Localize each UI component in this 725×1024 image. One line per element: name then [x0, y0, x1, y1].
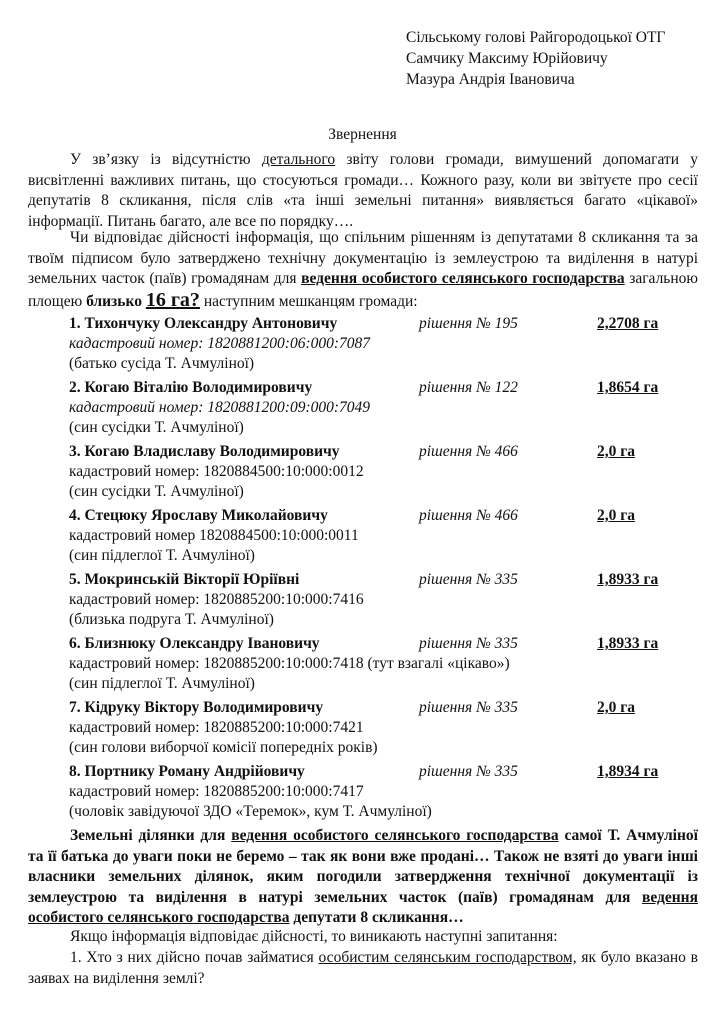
plot-area: 1,8933 га — [597, 635, 659, 652]
decision-number: рішення № 335 — [419, 571, 518, 588]
plot-area: 1,8654 га — [597, 379, 659, 396]
addressee-block — [406, 27, 665, 90]
list-item — [69, 442, 699, 506]
plot-area: 1,8933 га — [597, 571, 659, 588]
question-item: 1. Хто з них дійсно почав займатися особистим селянським господарством, як було вказано в заявах на виділення землі? — [28, 949, 698, 987]
relation-note: (син підлеглої Т. Ачмуліної) — [69, 675, 255, 692]
decision-number: рішення № 466 — [419, 507, 518, 524]
cadastre-number: кадастровий номер: 1820884500:10:000:0012 — [69, 463, 364, 480]
relation-note: (син підлеглої Т. Ачмуліної) — [69, 547, 255, 564]
recipient-name: 2. Когаю Віталію Володимировичу — [69, 379, 313, 396]
list-item — [69, 506, 699, 570]
cadastre-number: кадастровий номер: 1820881200:06:000:7087 — [69, 335, 371, 352]
list-item — [69, 634, 699, 698]
decision-number: рішення № 335 — [419, 763, 518, 780]
relation-note: (батько сусіда Т. Ачмуліної) — [69, 355, 255, 372]
decision-number: рішення № 466 — [419, 443, 518, 460]
decision-number: рішення № 122 — [419, 379, 518, 396]
cadastre-number: кадастровий номер: 1820885200:10:000:7416 — [69, 591, 364, 608]
addressee-line: Сільському голові Райгородоцької ОТГ — [406, 29, 666, 46]
list-item — [69, 314, 699, 378]
recipient-name: 4. Стецюку Ярославу Миколайовичу — [69, 507, 328, 524]
recipient-name: 3. Когаю Владиславу Володимировичу — [69, 443, 340, 460]
relation-note: (чоловік завідуючої ЗДО «Теремок», кум Т. Ачмуліної) — [69, 803, 432, 820]
recipients-list — [69, 314, 699, 826]
plot-area: 1,8934 га — [597, 763, 659, 780]
questions-intro: Якщо інформація відповідає дійсності, то виникають наступні запитання: — [70, 928, 558, 945]
bold-remark-paragraph: Земельні ділянки для ведення особистого селянського господарства самої Т. Ачмуліної та її батька до уваги поки не беремо – так як вони вже продані… Також не взяті до уваги інші власники земельних ділянок, яким погодили затвердження технічної документації із землеустрою та виділення в натурі земельних часток (паїв) громадянам для ведення особистого селянського господарства депутати 8 скликання… — [28, 827, 698, 926]
cadastre-number: кадастровий номер: 1820881200:09:000:7049 — [69, 399, 371, 416]
relation-note: (син голови виборчої комісії попередніх років) — [69, 739, 378, 756]
recipient-name: 5. Мокринській Вікторії Юріївні — [69, 571, 300, 588]
list-item — [69, 698, 699, 762]
addressee-line: Мазура Андрія Івановича — [406, 71, 575, 88]
recipient-name: 7. Кідруку Віктору Володимировичу — [69, 699, 324, 716]
cadastre-number: кадастровий номер: 1820885200:10:000:7418 (тут взагалі «цікаво») — [69, 655, 510, 672]
decision-number: рішення № 195 — [419, 315, 518, 332]
relation-note: (син сусідки Т. Ачмуліної) — [69, 483, 244, 500]
list-item — [69, 762, 699, 826]
recipient-name: 6. Близнюку Олександру Івановичу — [69, 635, 320, 652]
plot-area: 2,0 га — [597, 699, 636, 716]
list-item — [69, 570, 699, 634]
cadastre-number: кадастровий номер 1820884500:10:000:0011 — [69, 527, 359, 544]
plot-area: 2,0 га — [597, 443, 636, 460]
relation-note: (близька подруга Т. Ачмуліної) — [69, 611, 274, 628]
intro-paragraph: У зв’язку із відсутністю детального звіту голови громади, вимушений допомагати у висвітленні важливих питань, що стосуються громади… Кожного разу, коли ви звітуєте про сесії депутатів 8 скликання, після слів «та інші земельні питання» виявляється багато «цікавої» інформації. Питань багато, але все по порядку…. — [28, 151, 698, 230]
plot-area: 2,2708 га — [597, 315, 659, 332]
decision-number: рішення № 335 — [419, 635, 518, 652]
relation-note: (син сусідки Т. Ачмуліної) — [69, 419, 244, 436]
cadastre-number: кадастровий номер: 1820885200:10:000:7417 — [69, 783, 364, 800]
cadastre-number: кадастровий номер: 1820885200:10:000:7421 — [69, 719, 364, 736]
list-item — [69, 378, 699, 442]
plot-area: 2,0 га — [597, 507, 636, 524]
decision-number: рішення № 335 — [419, 699, 518, 716]
addressee-line: Самчику Максиму Юрійовичу — [406, 50, 608, 67]
document-title: Звернення — [328, 126, 397, 143]
recipient-name: 1. Тихончуку Олександру Антоновичу — [69, 315, 338, 332]
recipient-name: 8. Портнику Роману Андрійовичу — [69, 763, 305, 780]
question-paragraph: Чи відповідає дійсності інформація, що спільним рішенням із депутатами 8 скликання та за твоїм підписом було затверджено технічну документацію із землеустрою та виділення в натурі земельних часток (паїв) громадянам для ведення особистого селянського господарства загальною площею близько 16 га? наступним мешканцям громади: — [28, 229, 699, 311]
